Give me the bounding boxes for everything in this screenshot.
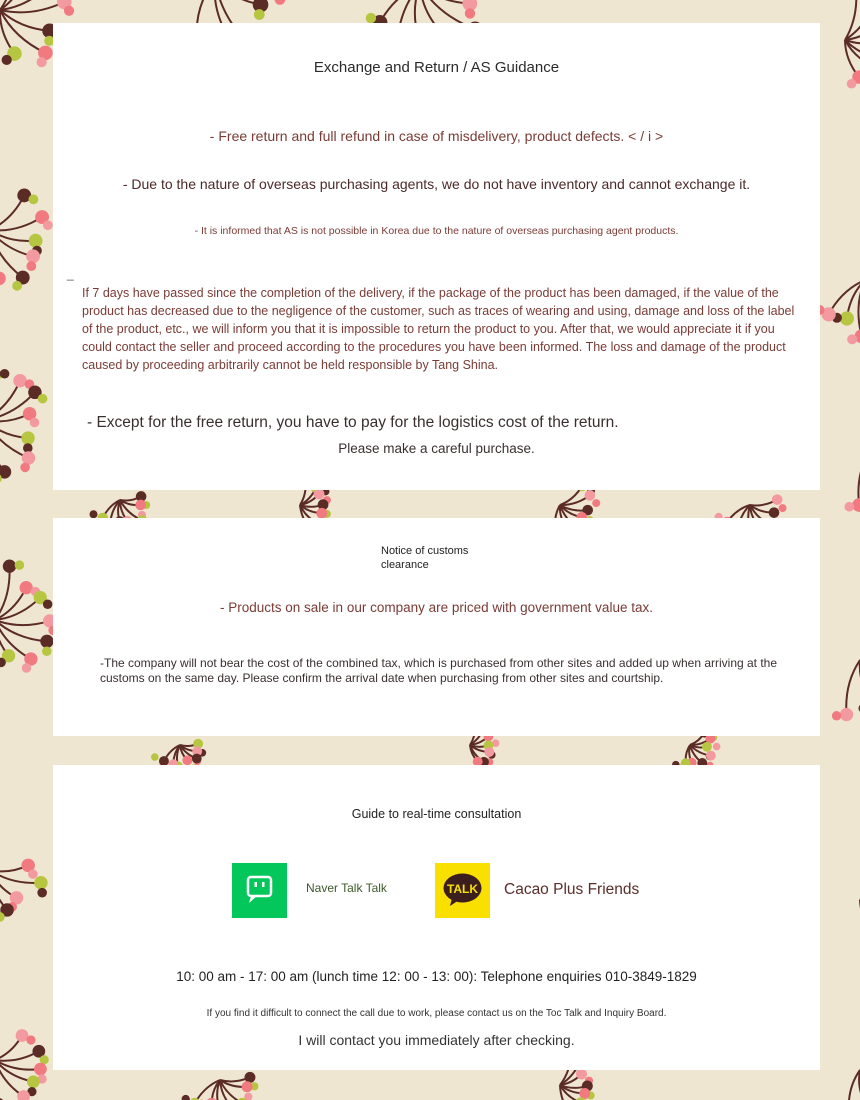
speech-bubble-icon xyxy=(232,863,287,918)
floral-spray xyxy=(815,271,860,350)
floral-spray xyxy=(845,0,860,89)
closing-line: I will contact you immediately after checking. xyxy=(298,1032,575,1048)
no-as-line: - It is informed that AS is not possible in Korea due to the nature of overseas purchasing agent products. xyxy=(194,225,679,237)
exchange-title: Exchange and Return / AS Guidance xyxy=(313,59,560,76)
consultation-title: Guide to real-time consultation xyxy=(351,807,522,821)
value-tax-line: - Products on sale in our company are priced with government value tax. xyxy=(220,600,653,615)
floral-spray xyxy=(0,188,53,290)
floral-spray xyxy=(0,560,58,673)
no-exchange-line: - Due to the nature of overseas purchasing agents, we do not have inventory and cannot exchange it. xyxy=(122,176,751,192)
floral-spray xyxy=(834,1039,860,1100)
floral-spray xyxy=(844,413,860,517)
floral-spray xyxy=(0,1029,49,1100)
return-conditions-paragraph: If 7 days have passed since the completion of the delivery, if the package of the product has been damaged, if the value of the product has decreased due to the negligence of the customer, such as traces of wearing and using, damage and loss of the label of the product, etc., we will inform you that it is impossible to return the product to you. After that, we would appreciate it if you could contact the seller and proceed according to the procedures you have been informed. The loss and damage of the product caused by proceeding arbitrarily cannot be held responsible by Tang Shina. xyxy=(82,286,795,372)
dash-mark: _ xyxy=(67,267,74,281)
free-return-line: - Free return and full refund in case of misdelivery, product defects. < / i > xyxy=(209,128,664,144)
floral-spray xyxy=(0,859,48,922)
combined-tax-paragraph: -The company will not bear the cost of the combined tax, which is purchased from other sites and added up when arriving at the customs on the same day. Please confirm the arrival date when purchasing from other sites and courtship. xyxy=(100,656,778,685)
phone-hours-line: 10: 00 am - 17: 00 am (lunch time 12: 00 - 13: 00): Telephone enquiries 010-3849-1829 xyxy=(176,969,697,984)
contact-note-line: If you find it difficult to connect the call due to work, please contact us on the Toc Talk and Inquiry Board. xyxy=(206,1008,667,1019)
consultation-panel xyxy=(53,765,820,1070)
naver-talk-icon[interactable] xyxy=(232,863,287,918)
careful-purchase-line: Please make a careful purchase. xyxy=(338,441,535,456)
floral-spray xyxy=(832,626,860,721)
floral-spray xyxy=(182,1072,259,1100)
customs-title-line2: clearance xyxy=(381,559,429,571)
kakao-plus-friends-link[interactable]: Cacao Plus Friends xyxy=(504,881,640,898)
customs-title-line1: Notice of customs xyxy=(381,545,469,557)
kakao-talk-icon[interactable] xyxy=(435,863,490,918)
kakao-icon-text: TALK xyxy=(446,882,479,896)
naver-talk-link[interactable]: Naver Talk Talk xyxy=(306,881,387,895)
customs-title xyxy=(381,544,468,572)
exchange-return-panel xyxy=(53,23,820,490)
floral-spray xyxy=(0,369,47,484)
logistics-cost-line: - Except for the free return, you have to pay for the logistics cost of the return. xyxy=(87,414,619,431)
kakao-bubble-icon xyxy=(435,863,490,918)
customs-notice-panel xyxy=(53,518,820,736)
